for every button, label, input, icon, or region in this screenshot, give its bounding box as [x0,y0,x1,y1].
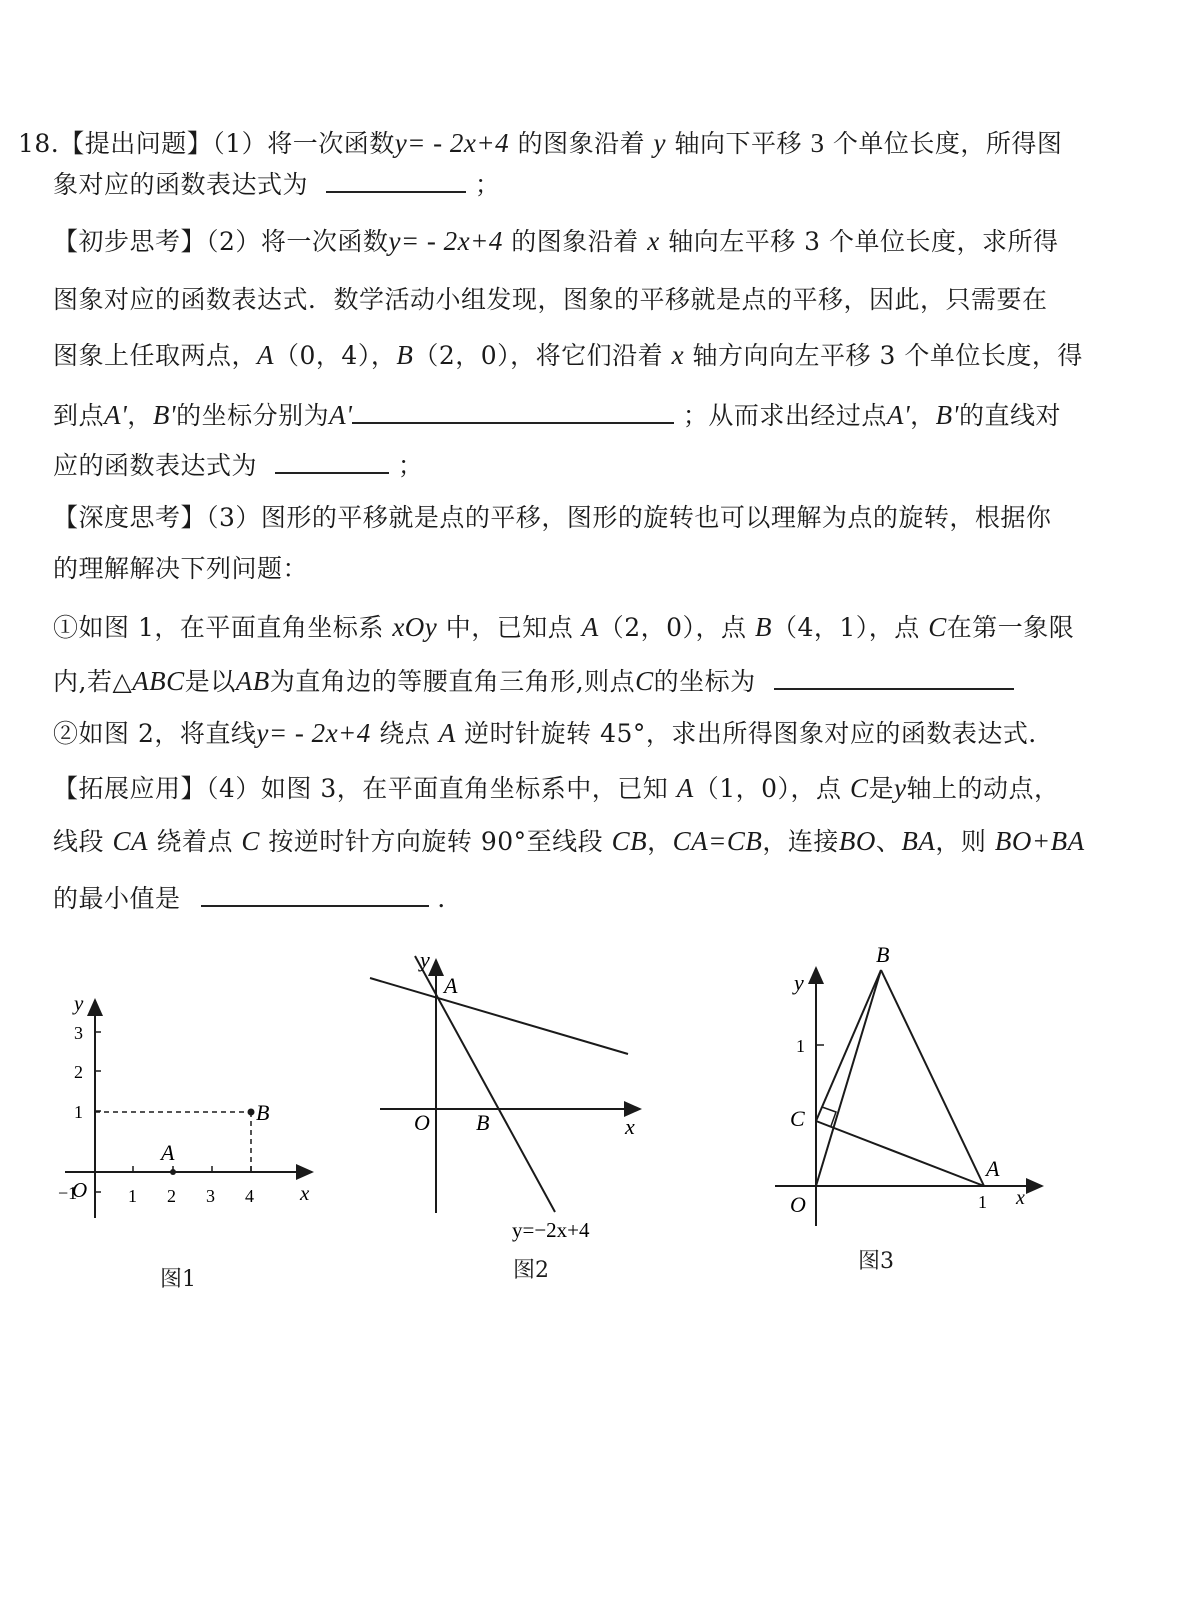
math-var: A' [104,400,128,430]
punct: ， [647,827,673,856]
y-tick-label: 2 [74,1062,83,1082]
math-expression: CA=CB [672,826,763,856]
q18-part4-line2 [53,826,1085,857]
point-b [248,1109,255,1116]
math-var: ABC [132,666,185,696]
math-var: CB [611,826,648,856]
math-var: B' [935,400,959,430]
text: 象对应的函数表达式为 [53,170,309,199]
text: （1，0），点 [693,774,842,803]
text: 图象对应的函数表达式．数学活动小组发现，图象的平移就是点的平移，因此，只需要在 [53,285,1048,314]
label-a: A [444,973,458,998]
text: 线段 [53,827,105,856]
answer-blank-2[interactable] [352,398,674,424]
text: ，则 [935,827,987,856]
text: 个单位长度，所得图 [832,129,1063,158]
text: 轴方向向左平移 3 个单位长度，得 [692,341,1083,370]
q18-part2-line3 [53,340,1083,371]
y-axis-label: y [420,947,430,972]
figure-3 [760,930,1050,1250]
y-tick-label: −1 [58,1183,78,1203]
text: 内,若△ [53,667,133,696]
punct: ． [437,884,463,913]
q18-part2-line4 [53,398,1061,431]
part3-index: （3） [206,503,261,532]
answer-blank-3[interactable] [275,448,389,474]
q18-part1-line2 [53,167,500,200]
text: 轴向下平移 [674,129,802,158]
segment-ca [816,1121,984,1186]
x-tick-label: 1 [128,1186,137,1206]
text: 的图象沿着 [511,227,639,256]
circled-number: ② [53,719,79,748]
q18-part3-sub1-line1 [53,612,1074,643]
label-c: C [790,1106,805,1131]
text: 的理解解决下列问题： [53,554,309,583]
text: 将一次函数 [267,129,395,158]
q18-part1-line1 [18,128,1062,159]
text: 的坐标分别为 [176,401,330,430]
math-var: B' [152,400,177,430]
x-axis-label: x [1016,1187,1025,1209]
question-number: 18. [18,129,60,158]
text: 的直线对 [958,401,1061,430]
text: ，连接 [762,827,839,856]
text: 将一次函数 [260,227,389,256]
math-var: A [581,612,599,642]
math-var: x [671,340,685,370]
text: 逆时针旋转 45°，求出所得图象对应的函数表达式． [464,719,1054,748]
math-var: CA [112,826,148,856]
origin-label: O [790,1192,806,1217]
circled-number: ① [53,613,79,642]
label-a: A [161,1140,175,1165]
math-var: y [894,773,907,803]
math-var: BA [901,826,936,856]
text: 应的函数表达式为 [53,451,258,480]
text: （4，1），点 [771,613,920,642]
figure-1-caption: 图1 [160,1267,196,1292]
label-b: B [876,942,890,967]
figure-1 [50,980,340,1230]
math-var: AB [235,666,270,696]
q18-part2-line5 [53,448,423,481]
text: 是 [868,774,895,803]
part4-index: （4） [206,774,261,803]
math-var: A' [886,400,911,430]
punct: ； [397,451,424,480]
point-a [170,1169,176,1175]
q18-part3-line1 [53,503,1051,533]
q18-part2-line1 [53,226,1059,257]
part3-tag: 【深度思考】 [53,503,207,532]
text: 在第一象限 [946,613,1075,642]
math-var: y [653,128,667,158]
text: 为直角边的等腰直角三角形,则点 [269,667,636,696]
text: 图形的平移就是点的平移，图形的旋转也可以理解为点的旋转，根据你 [260,503,1052,532]
math-var: B [754,612,772,642]
x-tick-label: 4 [245,1186,254,1206]
text: 到点 [53,401,105,430]
x-axis-label: x [300,1181,310,1205]
math-var: A' [329,400,353,430]
text: 是以 [184,667,236,696]
math-expression: y= - 2x+4 [394,128,510,158]
part1-index: （1） [212,129,268,158]
text: 的坐标为 [653,667,756,696]
punct: ， [127,401,153,430]
origin-label: O [414,1110,430,1135]
rotated-line [370,978,628,1054]
label-b: B [476,1110,490,1135]
label-b: B [256,1100,270,1125]
q18-part2-line2 [53,285,1048,315]
answer-blank-1[interactable] [326,167,466,193]
label-a: A [986,1156,1000,1181]
x-tick-label: 1 [978,1192,987,1212]
text: ；从而求出经过点 [682,401,887,430]
q18-part3-line2 [53,554,308,584]
figure-2 [360,920,650,1250]
answer-blank-4[interactable] [774,664,1014,690]
part1-tag: 【提出问题】 [59,129,213,158]
figure-2-caption: 图2 [513,1258,549,1283]
punct: 、 [875,827,902,856]
x-axis-label: x [625,1114,635,1139]
text: 轴向左平移 3 个单位长度，求所得 [668,227,1059,256]
part4-tag: 【拓展应用】 [53,774,207,803]
q18-part3-sub1-line2 [53,664,1014,697]
math-var: A [676,773,694,803]
text: （2，0），点 [598,613,747,642]
math-var: xOy [392,612,438,642]
text: 如图 2，将直线 [78,719,257,748]
math-var: A [257,340,275,370]
q18-part4-line3 [53,881,463,914]
punct: ； [474,170,501,199]
x-tick-label: 2 [167,1186,176,1206]
x-tick-label: 3 [206,1186,215,1206]
math-var: C [928,612,947,642]
y-tick-label: 1 [74,1102,83,1122]
math-var: C [241,826,260,856]
punct: ， [910,401,936,430]
text: （2，0），将它们沿着 [413,341,664,370]
math-var: C [635,666,654,696]
text: 中，已知点 [445,613,574,642]
math-var: A [438,718,456,748]
text: 的最小值是 [53,884,181,913]
text: 绕点 [379,719,431,748]
math-var: BO [838,826,876,856]
q18-part4-line1 [53,773,1060,804]
text: 的图象沿着 [517,129,646,158]
math-var: C [850,773,869,803]
part2-tag: 【初步思考】 [53,227,207,256]
y-axis-label: y [74,991,84,1015]
segment-bo [816,970,881,1186]
y-tick-label: 3 [74,1023,83,1043]
math-expression: BO+BA [994,826,1085,856]
text: 图象上任取两点， [53,341,258,370]
math-expression: y= - 2x+4 [388,226,503,256]
figure-3-caption: 图3 [858,1249,894,1274]
origin-label: O [72,1178,88,1202]
y-axis-label: y [794,970,804,995]
part2-index: （2） [206,227,261,256]
answer-blank-5[interactable] [201,881,429,907]
q18-part3-sub2 [53,718,1054,749]
line-equation-label: y=−2x+4 [512,1218,590,1242]
math-expression: y= - 2x+4 [256,718,371,748]
text: 轴上的动点， [906,774,1060,803]
math-var: x [647,226,660,256]
segment-ba [881,970,984,1186]
text: 绕着点 [156,827,233,856]
math-var: B [396,340,414,370]
text: 按逆时针方向旋转 90°至线段 [268,827,604,856]
math-number: 3 [810,128,825,158]
text: 如图 1，在平面直角坐标系 [78,613,384,642]
text: （0，4）， [274,341,397,370]
segment-cb [816,970,881,1121]
y-tick-label: 1 [796,1036,805,1056]
text: 如图 3，在平面直角坐标系中，已知 [260,774,669,803]
